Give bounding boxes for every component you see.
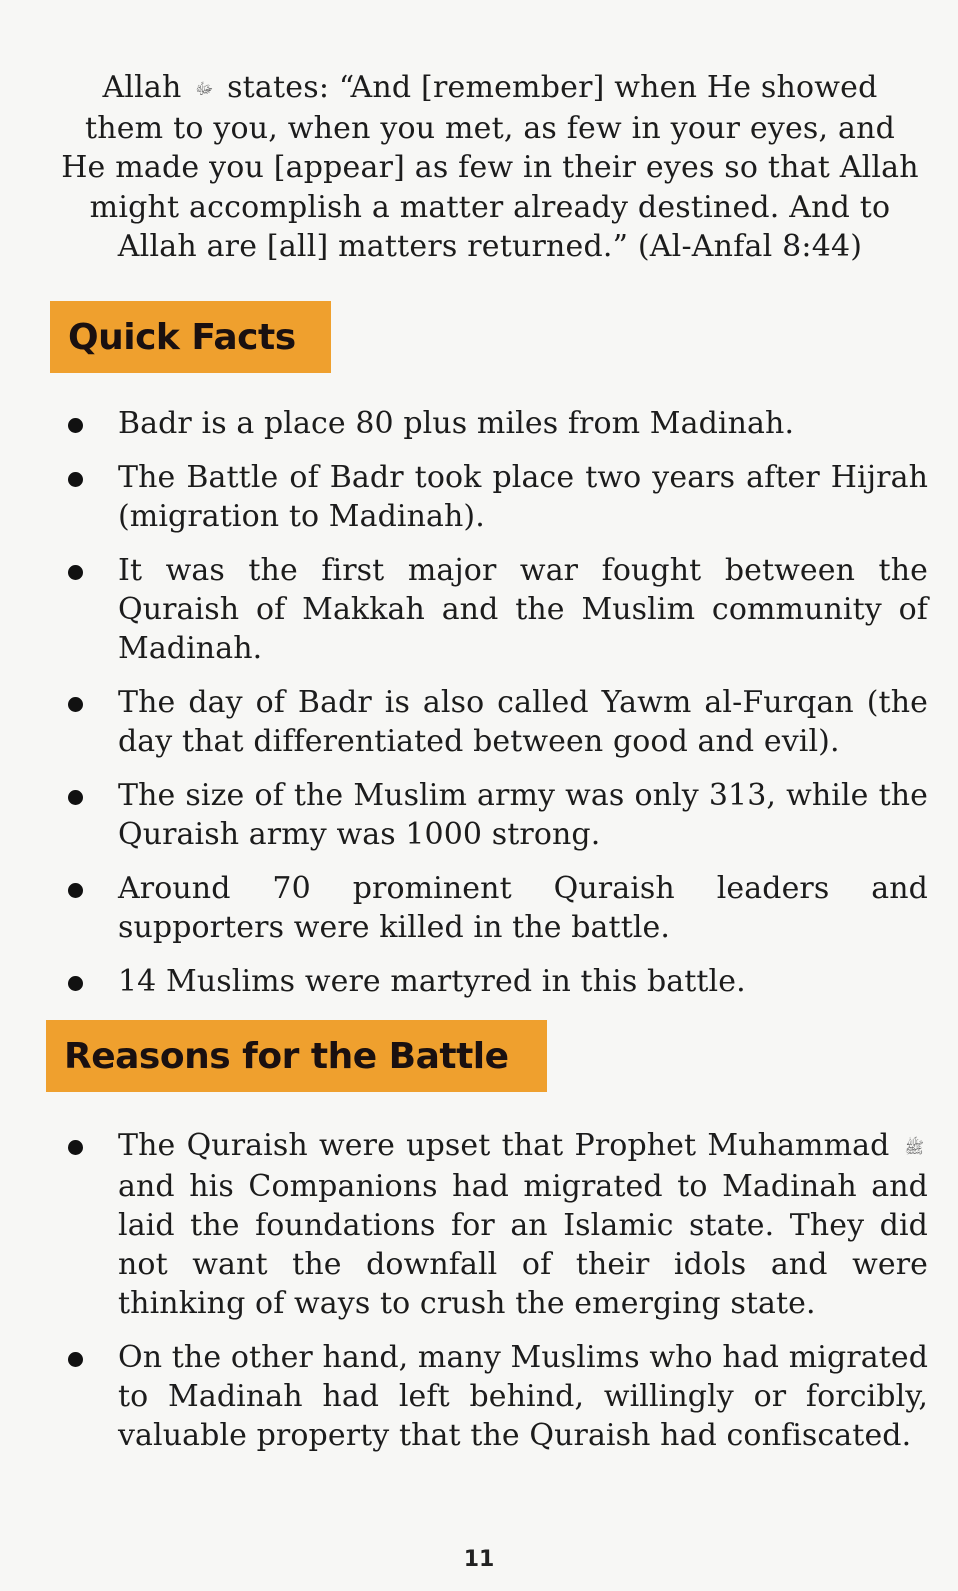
list-item-text: On the other hand, many Muslims who had migrated to Madinah had left behind, willingly or forcibly, valuable property that the Quraish had confiscated. [118,1339,928,1453]
list-item [60,1338,928,1455]
list-item-text: The day of Badr is also called Yawm al-Furqan (the day that differentiated between good and evil). [118,685,928,759]
bullet-icon [68,1140,83,1155]
quranic-quote [60,68,920,267]
list-item-text-cont: and his Companions had migrated to Madinah and laid the foundations for an Islamic state. They did not want the downfall of their idols and were thinking of ways to crush the emerging state. [118,1168,928,1321]
honorific-calligraphy-icon: ﷺ [904,1137,924,1157]
list-item [60,869,928,947]
bullet-icon [68,790,83,805]
list-item [60,551,928,668]
list-item [60,776,928,854]
bullet-icon [68,883,83,898]
bullet-icon [68,697,83,712]
bullet-icon [68,976,83,991]
list-item-text: Around 70 prominent Quraish leaders and supporters were killed in the battle. [118,871,928,945]
section-header-reasons [46,1020,547,1092]
list-item-text: It was the first major war fought between the Quraish of Makkah and the Muslim community of Madinah. [118,553,928,666]
list-item [60,1126,928,1323]
list-item [60,458,928,536]
page-number: 11 [463,1547,495,1572]
bullet-icon [68,418,83,433]
quote-text: states: “And [remember] when He showed them to you, when you met, as few in your eyes, and He made you [appear] as few in their eyes so that Allah might accomplish a matter already destined. And to Allah are [all] matters returned.” (Al-Anfal 8:44) [61,70,919,265]
reasons-list [60,1126,928,1470]
bullet-icon [68,565,83,580]
section-header-quick-facts [50,301,331,373]
bullet-icon [68,472,83,487]
list-item-text: Badr is a place 80 plus miles from Madinah. [118,406,795,441]
section-title: Reasons for the Battle [64,1035,509,1077]
list-item [60,962,928,1001]
quote-prefix: Allah [102,70,182,105]
list-item-text: The size of the Muslim army was only 313, while the Quraish army was 1000 strong. [118,778,928,852]
list-item-text: 14 Muslims were martyred in this battle. [118,964,746,999]
list-item [60,683,928,761]
list-item-text: The Battle of Badr took place two years after Hijrah (migration to Madinah). [118,460,928,534]
section-title: Quick Facts [68,316,296,358]
bullet-icon [68,1352,83,1367]
quick-facts-list [60,404,928,1016]
honorific-calligraphy-icon: ﷻ [195,79,214,99]
list-item [60,404,928,443]
list-item-text: The Quraish were upset that Prophet Muhammad [118,1128,890,1163]
